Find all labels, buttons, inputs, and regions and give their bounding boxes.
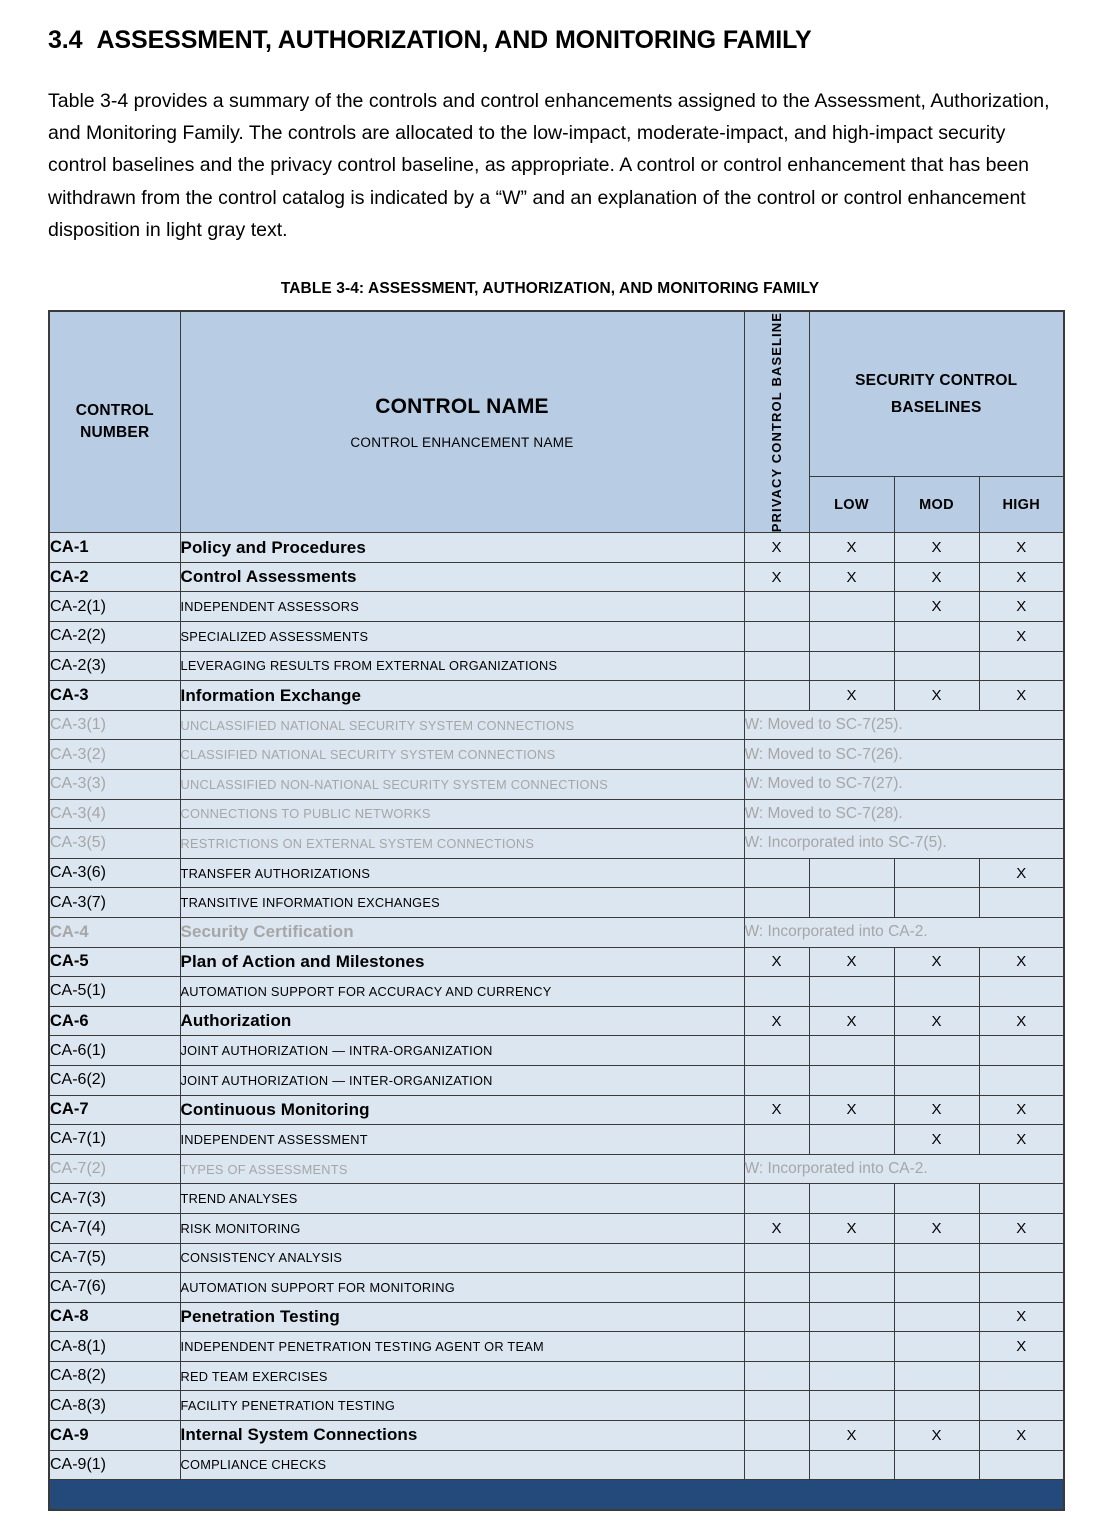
cell-control-number: CA-2(2)	[49, 622, 180, 652]
cell-low-baseline: X	[809, 947, 894, 977]
cell-control-number: CA-3(3)	[49, 770, 180, 800]
section-title: ASSESSMENT, AUTHORIZATION, AND MONITORING FAMILY	[96, 26, 812, 54]
cell-control-name: RISK MONITORING	[180, 1213, 744, 1243]
table-row	[49, 1065, 1064, 1095]
cell-control-number: CA-5(1)	[49, 977, 180, 1007]
header-security-baselines-line2: BASELINES	[890, 399, 982, 417]
cell-mod-baseline: X	[894, 681, 979, 711]
cell-privacy-baseline: X	[744, 1006, 809, 1036]
cell-control-number: CA-3(2)	[49, 740, 180, 770]
cell-privacy-baseline: X	[744, 1213, 809, 1243]
table-row	[49, 710, 1064, 740]
cell-mod-baseline: X	[894, 592, 979, 622]
cell-low-baseline: X	[809, 533, 894, 563]
cell-high-baseline	[979, 977, 1064, 1007]
cell-high-baseline: X	[979, 681, 1064, 711]
cell-control-name: UNCLASSIFIED NON-NATIONAL SECURITY SYSTEM CONNECTIONS	[180, 770, 744, 800]
cell-control-name: INDEPENDENT ASSESSMENT	[180, 1125, 744, 1155]
cell-control-number: CA-3(1)	[49, 710, 180, 740]
cell-control-number: CA-8(2)	[49, 1361, 180, 1391]
header-control-name	[180, 311, 744, 533]
table-row	[49, 1184, 1064, 1214]
cell-low-baseline	[809, 1243, 894, 1273]
cell-mod-baseline: X	[894, 1125, 979, 1155]
cell-mod-baseline	[894, 1332, 979, 1362]
table-row	[49, 1332, 1064, 1362]
cell-mod-baseline	[894, 1184, 979, 1214]
cell-high-baseline: X	[979, 622, 1064, 652]
cell-privacy-baseline	[744, 1125, 809, 1155]
cell-privacy-baseline	[744, 1184, 809, 1214]
cell-privacy-baseline	[744, 651, 809, 681]
cell-control-name: RESTRICTIONS ON EXTERNAL SYSTEM CONNECTIONS	[180, 829, 744, 859]
cell-control-name: FACILITY PENETRATION TESTING	[180, 1391, 744, 1421]
header-privacy-control-baseline-text: PRIVACY CONTROL BASELINE	[769, 312, 784, 533]
table-row	[49, 1421, 1064, 1451]
cell-control-number: CA-7(4)	[49, 1213, 180, 1243]
cell-low-baseline	[809, 888, 894, 918]
table-row	[49, 1302, 1064, 1332]
section-number: 3.4	[48, 26, 83, 54]
cell-privacy-baseline	[744, 1450, 809, 1480]
header-control-name-main: CONTROL NAME	[375, 394, 549, 418]
cell-control-name: INDEPENDENT PENETRATION TESTING AGENT OR TEAM	[180, 1332, 744, 1362]
cell-privacy-baseline	[744, 592, 809, 622]
cell-high-baseline	[979, 651, 1064, 681]
cell-control-number: CA-8(1)	[49, 1332, 180, 1362]
cell-low-baseline	[809, 592, 894, 622]
cell-privacy-baseline	[744, 1391, 809, 1421]
cell-control-number: CA-3(4)	[49, 799, 180, 829]
cell-control-name: INDEPENDENT ASSESSORS	[180, 592, 744, 622]
cell-control-name: CONNECTIONS TO PUBLIC NETWORKS	[180, 799, 744, 829]
cell-control-name: AUTOMATION SUPPORT FOR MONITORING	[180, 1273, 744, 1303]
cell-low-baseline: X	[809, 1421, 894, 1451]
table-row	[49, 1036, 1064, 1066]
cell-control-name: RED TEAM EXERCISES	[180, 1361, 744, 1391]
cell-mod-baseline: X	[894, 562, 979, 592]
cell-control-number: CA-4	[49, 917, 180, 947]
cell-mod-baseline	[894, 1391, 979, 1421]
cell-control-name: SPECIALIZED ASSESSMENTS	[180, 622, 744, 652]
page-title	[48, 26, 1060, 55]
cell-mod-baseline	[894, 1036, 979, 1066]
cell-privacy-baseline	[744, 1036, 809, 1066]
cell-privacy-baseline	[744, 977, 809, 1007]
cell-control-name: Policy and Procedures	[180, 533, 744, 563]
cell-privacy-baseline	[744, 1421, 809, 1451]
table-caption: TABLE 3-4: ASSESSMENT, AUTHORIZATION, AND MONITORING FAMILY	[280, 280, 820, 298]
cell-control-number: CA-7(1)	[49, 1125, 180, 1155]
table-row	[49, 740, 1064, 770]
cell-low-baseline	[809, 1361, 894, 1391]
cell-low-baseline	[809, 1036, 894, 1066]
table-row	[49, 858, 1064, 888]
table-row	[49, 1125, 1064, 1155]
cell-mod-baseline: X	[894, 947, 979, 977]
table-row	[49, 651, 1064, 681]
cell-low-baseline	[809, 977, 894, 1007]
cell-high-baseline	[979, 888, 1064, 918]
cell-control-number: CA-7(6)	[49, 1273, 180, 1303]
cell-privacy-baseline	[744, 622, 809, 652]
cell-mod-baseline	[894, 1450, 979, 1480]
table-row	[49, 533, 1064, 563]
cell-control-name: TRANSITIVE INFORMATION EXCHANGES	[180, 888, 744, 918]
cell-high-baseline	[979, 1036, 1064, 1066]
table-row	[49, 1006, 1064, 1036]
cell-control-number: CA-9	[49, 1421, 180, 1451]
cell-privacy-baseline	[744, 1273, 809, 1303]
cell-privacy-baseline	[744, 681, 809, 711]
header-security-baselines-line1: SECURITY CONTROL	[855, 372, 1018, 390]
table-row	[49, 1095, 1064, 1125]
table-row	[49, 681, 1064, 711]
table-footer-bar	[49, 1480, 1064, 1510]
cell-high-baseline	[979, 1065, 1064, 1095]
cell-control-number: CA-3	[49, 681, 180, 711]
table-row	[49, 592, 1064, 622]
cell-control-number: CA-2(3)	[49, 651, 180, 681]
cell-low-baseline: X	[809, 562, 894, 592]
cell-low-baseline	[809, 858, 894, 888]
cell-low-baseline: X	[809, 1006, 894, 1036]
table-row	[49, 1273, 1064, 1303]
cell-high-baseline: X	[979, 1095, 1064, 1125]
cell-withdrawal-note: W: Moved to SC-7(25).	[744, 710, 1064, 740]
cell-control-name: CONSISTENCY ANALYSIS	[180, 1243, 744, 1273]
cell-control-name: TYPES OF ASSESSMENTS	[180, 1154, 744, 1184]
table-row	[49, 1243, 1064, 1273]
table-row	[49, 947, 1064, 977]
cell-low-baseline: X	[809, 681, 894, 711]
cell-control-name: TREND ANALYSES	[180, 1184, 744, 1214]
cell-control-name: COMPLIANCE CHECKS	[180, 1450, 744, 1480]
cell-high-baseline: X	[979, 1125, 1064, 1155]
cell-mod-baseline: X	[894, 1213, 979, 1243]
cell-privacy-baseline	[744, 1065, 809, 1095]
cell-control-name: Authorization	[180, 1006, 744, 1036]
cell-control-number: CA-9(1)	[49, 1450, 180, 1480]
cell-mod-baseline: X	[894, 1006, 979, 1036]
cell-control-name: Information Exchange	[180, 681, 744, 711]
cell-privacy-baseline	[744, 1243, 809, 1273]
cell-control-name: JOINT AUTHORIZATION — INTRA-ORGANIZATION	[180, 1036, 744, 1066]
table-row	[49, 770, 1064, 800]
control-family-table	[48, 310, 1065, 1511]
header-control-number-line2: NUMBER	[80, 424, 150, 442]
table-row	[49, 562, 1064, 592]
cell-mod-baseline: X	[894, 1095, 979, 1125]
cell-control-name: Continuous Monitoring	[180, 1095, 744, 1125]
cell-control-number: CA-1	[49, 533, 180, 563]
cell-control-name: Control Assessments	[180, 562, 744, 592]
cell-control-number: CA-2	[49, 562, 180, 592]
header-control-enhancement-name: CONTROL ENHANCEMENT NAME	[350, 434, 574, 450]
cell-low-baseline	[809, 1302, 894, 1332]
cell-privacy-baseline	[744, 858, 809, 888]
table-row	[49, 799, 1064, 829]
cell-low-baseline	[809, 651, 894, 681]
cell-high-baseline: X	[979, 592, 1064, 622]
cell-control-name: UNCLASSIFIED NATIONAL SECURITY SYSTEM CONNECTIONS	[180, 710, 744, 740]
cell-privacy-baseline: X	[744, 562, 809, 592]
cell-low-baseline: X	[809, 1095, 894, 1125]
cell-high-baseline	[979, 1450, 1064, 1480]
table-row	[49, 1450, 1064, 1480]
cell-control-name: TRANSFER AUTHORIZATIONS	[180, 858, 744, 888]
cell-mod-baseline	[894, 1243, 979, 1273]
cell-low-baseline	[809, 1450, 894, 1480]
header-high: HIGH	[979, 477, 1064, 533]
intro-paragraph: Table 3-4 provides a summary of the controls and control enhancements assigned to the Assessment, Authorization, and Monitoring Family. The controls are allocated to the low-impact, moderate-impact, and high-impact security control baselines and the privacy control baseline, as appropriate. A control or control enhancement that has been withdrawn from the control catalog is indicated by a “W” and an explanation of the control or control enhancement disposition in light gray text.	[48, 90, 1050, 241]
table-body	[49, 533, 1064, 1510]
cell-mod-baseline: X	[894, 1421, 979, 1451]
table-row	[49, 1391, 1064, 1421]
cell-privacy-baseline	[744, 1332, 809, 1362]
cell-privacy-baseline	[744, 888, 809, 918]
cell-high-baseline	[979, 1273, 1064, 1303]
cell-privacy-baseline: X	[744, 947, 809, 977]
table-row	[49, 977, 1064, 1007]
table-row	[49, 1213, 1064, 1243]
cell-high-baseline: X	[979, 533, 1064, 563]
cell-control-number: CA-5	[49, 947, 180, 977]
cell-high-baseline: X	[979, 947, 1064, 977]
cell-high-baseline	[979, 1184, 1064, 1214]
cell-control-name: AUTOMATION SUPPORT FOR ACCURACY AND CURRENCY	[180, 977, 744, 1007]
cell-control-name: Internal System Connections	[180, 1421, 744, 1451]
cell-control-name: JOINT AUTHORIZATION — INTER-ORGANIZATION	[180, 1065, 744, 1095]
cell-control-name: CLASSIFIED NATIONAL SECURITY SYSTEM CONNECTIONS	[180, 740, 744, 770]
cell-control-number: CA-7(5)	[49, 1243, 180, 1273]
cell-mod-baseline	[894, 858, 979, 888]
cell-high-baseline: X	[979, 562, 1064, 592]
cell-high-baseline	[979, 1391, 1064, 1421]
cell-control-number: CA-6(1)	[49, 1036, 180, 1066]
cell-mod-baseline	[894, 1361, 979, 1391]
cell-control-number: CA-2(1)	[49, 592, 180, 622]
cell-privacy-baseline	[744, 1302, 809, 1332]
cell-high-baseline: X	[979, 858, 1064, 888]
cell-high-baseline: X	[979, 1421, 1064, 1451]
cell-high-baseline	[979, 1243, 1064, 1273]
cell-low-baseline: X	[809, 1213, 894, 1243]
cell-low-baseline	[809, 1184, 894, 1214]
table-row	[49, 1361, 1064, 1391]
cell-mod-baseline	[894, 1065, 979, 1095]
cell-low-baseline	[809, 622, 894, 652]
header-low: LOW	[809, 477, 894, 533]
cell-control-name: LEVERAGING RESULTS FROM EXTERNAL ORGANIZATIONS	[180, 651, 744, 681]
cell-control-number: CA-3(6)	[49, 858, 180, 888]
cell-mod-baseline	[894, 1273, 979, 1303]
cell-withdrawal-note: W: Moved to SC-7(26).	[744, 740, 1064, 770]
cell-high-baseline: X	[979, 1332, 1064, 1362]
cell-low-baseline	[809, 1391, 894, 1421]
cell-mod-baseline	[894, 1302, 979, 1332]
cell-low-baseline	[809, 1125, 894, 1155]
cell-low-baseline	[809, 1332, 894, 1362]
cell-privacy-baseline	[744, 1361, 809, 1391]
cell-mod-baseline	[894, 888, 979, 918]
cell-mod-baseline	[894, 977, 979, 1007]
cell-withdrawal-note: W: Incorporated into CA-2.	[744, 1154, 1064, 1184]
cell-control-number: CA-7	[49, 1095, 180, 1125]
cell-high-baseline: X	[979, 1006, 1064, 1036]
table-header	[49, 311, 1064, 533]
cell-control-number: CA-7(2)	[49, 1154, 180, 1184]
cell-control-number: CA-3(5)	[49, 829, 180, 859]
cell-control-number: CA-7(3)	[49, 1184, 180, 1214]
cell-high-baseline: X	[979, 1302, 1064, 1332]
table-row	[49, 829, 1064, 859]
cell-mod-baseline	[894, 622, 979, 652]
header-control-number-line1: CONTROL	[75, 402, 154, 420]
cell-control-number: CA-8	[49, 1302, 180, 1332]
cell-high-baseline	[979, 1361, 1064, 1391]
cell-high-baseline: X	[979, 1213, 1064, 1243]
cell-low-baseline	[809, 1065, 894, 1095]
cell-control-name: Plan of Action and Milestones	[180, 947, 744, 977]
cell-control-number: CA-6	[49, 1006, 180, 1036]
cell-withdrawal-note: W: Incorporated into SC-7(5).	[744, 829, 1064, 859]
footer-bar-cell	[49, 1480, 1064, 1510]
cell-control-number: CA-6(2)	[49, 1065, 180, 1095]
cell-control-name: Security Certification	[180, 917, 744, 947]
header-control-number	[49, 311, 180, 533]
header-privacy-control-baseline	[744, 311, 809, 533]
cell-withdrawal-note: W: Moved to SC-7(27).	[744, 770, 1064, 800]
header-security-control-baselines	[809, 311, 1064, 477]
cell-control-number: CA-3(7)	[49, 888, 180, 918]
cell-privacy-baseline: X	[744, 533, 809, 563]
table-row	[49, 917, 1064, 947]
cell-mod-baseline: X	[894, 533, 979, 563]
cell-control-number: CA-8(3)	[49, 1391, 180, 1421]
header-mod: MOD	[894, 477, 979, 533]
table-row	[49, 622, 1064, 652]
cell-low-baseline	[809, 1273, 894, 1303]
cell-withdrawal-note: W: Incorporated into CA-2.	[744, 917, 1064, 947]
cell-withdrawal-note: W: Moved to SC-7(28).	[744, 799, 1064, 829]
table-row	[49, 888, 1064, 918]
cell-mod-baseline	[894, 651, 979, 681]
cell-control-name: Penetration Testing	[180, 1302, 744, 1332]
table-row	[49, 1154, 1064, 1184]
cell-privacy-baseline: X	[744, 1095, 809, 1125]
